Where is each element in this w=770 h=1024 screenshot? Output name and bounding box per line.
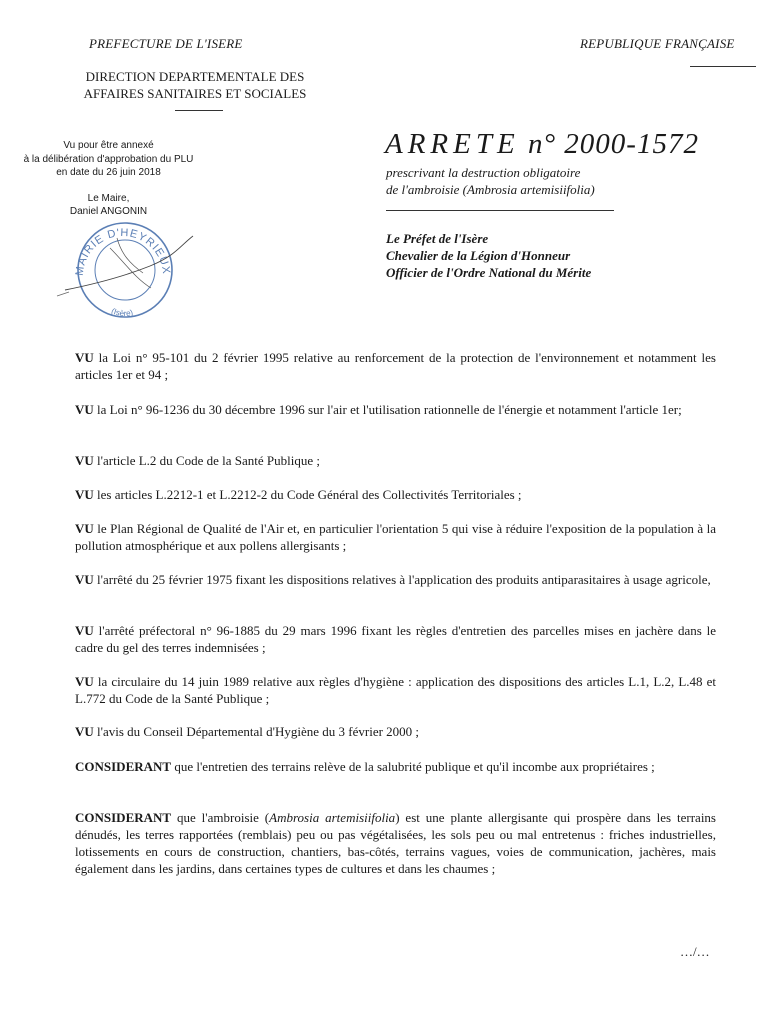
paragraph-vu-arrete-1975	[75, 571, 716, 588]
paragraph-text: la circulaire du 14 juin 1989 relative aux règles d'hygiène : application des dispositions des articles L.1, L.2, L.48 et L.772 du Code de la Santé Publique ;	[75, 674, 716, 706]
paragraph-vu-article-l2	[75, 452, 716, 469]
decree-number: n° 2000-1572	[527, 128, 699, 160]
stamp-top-text: MAIRIE D'HEYRIEUX	[73, 226, 173, 277]
paragraph-text: l'arrêté du 25 février 1975 fixant les dispositions relatives à l'application des produits antiparasitaires à usage agricole,	[93, 572, 711, 587]
mayor-name: Daniel ANGONIN	[69, 206, 148, 217]
paragraph-lead: VU	[75, 350, 94, 365]
annex-line-1: Vu pour être annexé	[63, 140, 154, 151]
paragraph-text: l'avis du Conseil Départemental d'Hygiène du 3 février 2000 ;	[93, 724, 420, 739]
paragraph-text: la Loi n° 96-1236 du 30 décembre 1996 sur l'air et l'utilisation rationnelle de l'énergie et notamment l'article 1er;	[93, 402, 682, 417]
paragraph-lead: VU	[75, 623, 94, 638]
decree-title	[385, 128, 699, 161]
paragraph-vu-articles-l2212	[75, 486, 716, 503]
republic-divider	[690, 66, 756, 67]
municipal-stamp	[55, 218, 205, 318]
stamp-bottom-text: (Isère)	[110, 306, 134, 318]
paragraph-considerant-ambroisie	[75, 809, 716, 877]
authority-line-2: Chevalier de la Légion d'Honneur	[386, 248, 571, 263]
annex-line-3: en date du 26 juin 2018	[56, 167, 161, 178]
paragraph-vu-loi-96-1236	[75, 401, 716, 418]
decree-word: ARRETE	[385, 128, 520, 160]
paragraph-text: les articles L.2212-1 et L.2212-2 du Code Général des Collectivités Territoriales ;	[93, 487, 522, 502]
prefecture-header: PREFECTURE DE L'ISERE	[89, 36, 243, 51]
paragraph-lead: CONSIDERANT	[75, 759, 172, 774]
decree-subtitle-line-1: prescrivant la destruction obligatoire	[386, 165, 581, 180]
direction-line-1: DIRECTION DEPARTEMENTALE DES	[85, 69, 305, 84]
paragraph-lead: VU	[75, 402, 94, 417]
paragraph-text-after: ) est une plante allergisante qui prospère dans les terrains dénudés, les terres rapportées (remblais) peu ou pas végétalisées, les sols peu ou mal entretenus : friches industrielles, lotissements en cours de construction, chantiers, bas-côtés, terrains vagues, voies de communication, jachères, mais également dans les jardins, dans certaines types de cultures et dans les chaumes ;	[75, 810, 716, 876]
decree-subtitle-line-2: de l'ambroisie (Ambrosia artemisiifolia)	[386, 182, 595, 197]
paragraph-lead: CONSIDERANT	[75, 810, 172, 825]
paragraph-vu-loi-95-101	[75, 349, 716, 383]
paragraph-lead: VU	[75, 453, 94, 468]
paragraph-text: que l'entretien des terrains relève de la salubrité publique et qu'il incombe aux propriétaires ;	[171, 759, 655, 774]
paragraph-lead: VU	[75, 572, 94, 587]
paragraph-text: la Loi n° 95-101 du 2 février 1995 relative au renforcement de la protection de l'environnement et notamment les articles 1er et 94 ;	[75, 350, 716, 382]
paragraph-text-before: que l'ambroisie (	[171, 810, 270, 825]
species-name: Ambrosia artemisiifolia	[269, 810, 396, 825]
republic-header: REPUBLIQUE FRANÇAISE	[580, 36, 735, 51]
paragraph-text: l'arrêté préfectoral n° 96-1885 du 29 mars 1996 fixant les règles d'entretien des parcelles mises en jachère dans le cadre du gel des terres indemnisées ;	[75, 623, 716, 655]
paragraph-vu-arrete-prefectoral	[75, 622, 716, 656]
paragraph-vu-circulaire	[75, 673, 716, 707]
mayor-title: Le Maire,	[87, 192, 130, 204]
annex-note	[0, 139, 217, 219]
decree-subtitle	[386, 164, 595, 198]
direction-line-2: AFFAIRES SANITAIRES ET SOCIALES	[83, 86, 307, 101]
paragraph-vu-avis-conseil	[75, 723, 716, 740]
paragraph-lead: VU	[75, 724, 94, 739]
paragraph-vu-plan-regional	[75, 520, 716, 554]
paragraph-lead: VU	[75, 487, 94, 502]
authority-line-3: Officier de l'Ordre National du Mérite	[386, 265, 592, 280]
page-continuation: …/…	[680, 944, 710, 959]
paragraph-lead: VU	[75, 521, 94, 536]
paragraph-text: le Plan Régional de Qualité de l'Air et, en particulier l'orientation 5 qui vise à réduire l'exposition de la population à la pollution atmosphérique et aux pollens allergisants ;	[75, 521, 716, 553]
annex-line-2: à la délibération d'approbation du PLU	[23, 153, 194, 165]
signature-tick	[57, 292, 69, 296]
paragraph-text: l'article L.2 du Code de la Santé Publique ;	[93, 453, 320, 468]
stamp-inner-ring	[95, 240, 155, 300]
direction-divider	[175, 110, 223, 111]
paragraph-considerant-entretien	[75, 758, 716, 775]
title-divider	[386, 210, 614, 211]
authority-line-1: Le Préfet de l'Isère	[386, 231, 489, 246]
direction-block	[52, 68, 338, 102]
paragraph-lead: VU	[75, 674, 94, 689]
authority-block	[386, 230, 591, 281]
